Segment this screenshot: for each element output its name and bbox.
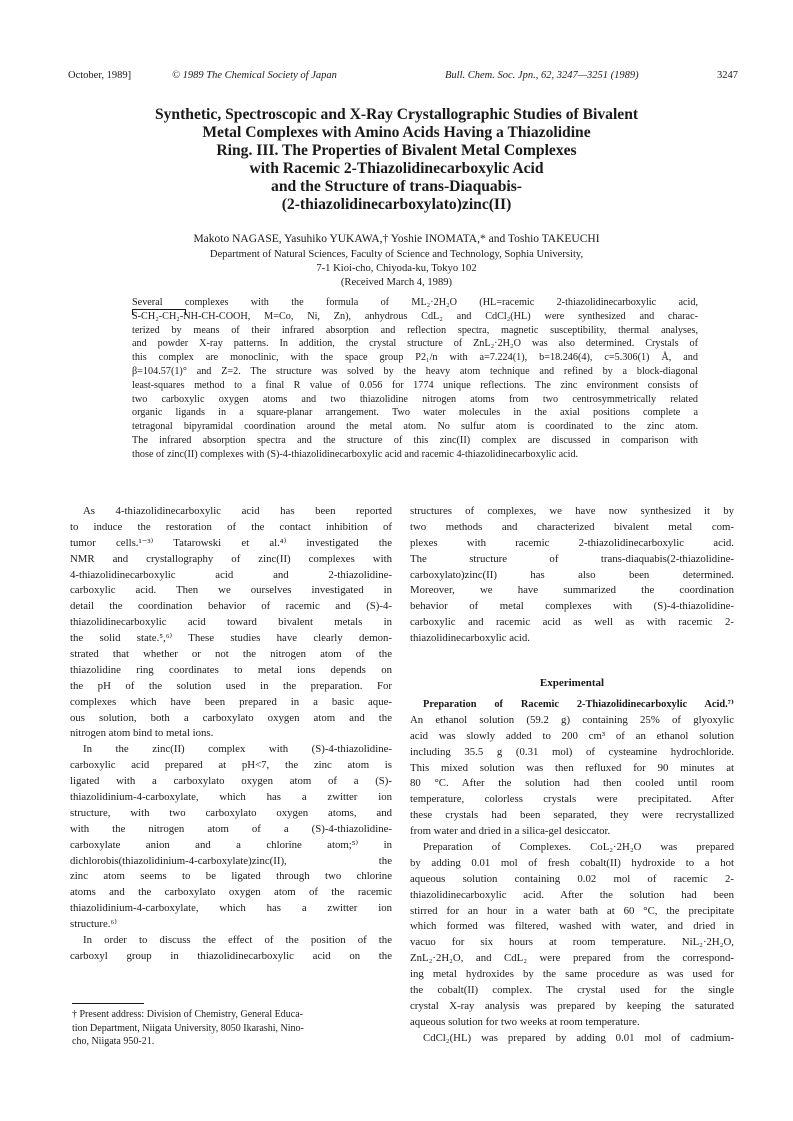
abstract-line: those of zinc(II) complexes with (S)-4-thiazolidinecarboxylic acid and racemic 4-thiazolidinecarboxylic acid. — [132, 448, 579, 460]
body-line: 4-thiazolidinecarboxylic acid and 2-thiazolidine- — [70, 568, 392, 581]
running-head — [68, 70, 738, 86]
subsection-heading: Preparation of Racemic 2-Thiazolidinecarboxylic Acid.⁷⁾ — [423, 699, 734, 710]
running-head-date: October, 1989] — [68, 70, 132, 81]
body-line: Preparation of Complexes. CoL₂·2H₂O was prepared — [423, 841, 734, 854]
body-line: carboxylato)zinc(II) has also been determined. — [410, 568, 734, 581]
body-line: thiazolidinium-4-carboxylate, which has a zwitter ion — [70, 791, 392, 804]
body-line: In order to discuss the effect of the position of the — [83, 934, 392, 947]
body-line: to induce the restoration of the contact inhibition of — [70, 520, 392, 533]
body-line: dichlorobis(thiazolidinium-4-carboxylate)zinc(II), the — [70, 854, 392, 867]
page-number: 3247 — [717, 70, 738, 81]
abstract-line: this complex are monoclinic, with the space group P2₁/n with a=7.224(1), b=18.246(4), c=5.306(1) Å, and — [132, 352, 698, 364]
title-line: Metal Complexes with Amino Acids Having a Thiazolidine — [202, 124, 591, 141]
body-line: Moreover, we have summarized the coordination — [410, 584, 734, 597]
body-line: In the zinc(II) complex with (S)-4-thiazolidine- — [83, 743, 392, 756]
title-line: Synthetic, Spectroscopic and X-Ray Crystallographic Studies of Bivalent — [154, 106, 639, 123]
running-head-copyright: © 1989 The Chemical Society of Japan — [172, 70, 337, 81]
title-line: (2-thiazolidinecarboxylato)zinc(II) — [281, 196, 512, 213]
abstract-line: two carboxylic oxygen atoms and two thiazolidine nitrogen atoms from two centrosymmetrically related — [132, 393, 698, 405]
body-line: This mixed solution was then refluxed for 90 minutes at — [410, 761, 734, 774]
section-heading: Experimental — [539, 677, 605, 689]
body-line: carboxylic and racemic acid as well as with racemic 2- — [410, 616, 734, 629]
body-line: plexes with racemic 2-thiazolidinecarboxylic acid. — [410, 536, 734, 549]
body-line: the pH of the solution used in the preparation. For — [70, 679, 392, 692]
body-line: As 4-thiazolidinecarboxylic acid has been reported — [83, 505, 392, 517]
abstract-line: β=104.57(1)° and Z=2. The structure was solved by the heavy atom technique and refined by a block-diagonal — [132, 365, 698, 377]
affiliation-line: 7-1 Kioi-cho, Chiyoda-ku, Tokyo 102 — [316, 263, 477, 274]
title-line: and the Structure of trans-Diaquabis- — [271, 178, 522, 195]
abstract-formula-text: S-CH₂-CH₂-NH-CH-COOH, M=Co, Ni, Zn), anhydrous CdL₂ and CdCl₂(HL) were synthesized and charac- — [132, 310, 698, 322]
abstract-line: organic ligands in a square-planar arrangement. Two water molecules in the axial positions complete a — [132, 407, 698, 419]
body-line: the solid state.⁵,⁶⁾ These studies have clearly demon- — [70, 632, 392, 645]
body-line: structure, with two carboxylato oxygen atoms, and — [70, 806, 392, 819]
body-line: nitrogen atom bind to metal ions. — [70, 727, 214, 740]
body-line: carboxylic acid. Then we ourselves investigated in — [70, 584, 392, 597]
footnote-line: † Present address: Division of Chemistry, General Educa- — [72, 1009, 303, 1020]
body-line: which formed was filtered, washed with water, and dried in — [410, 920, 734, 933]
body-line: NMR and crystallography of zinc(II) complexes with — [70, 552, 392, 565]
body-line: An ethanol solution (59.2 g) containing 25% of glyoxylic — [410, 713, 734, 726]
body-line: aqueous solution containing 0.02 mol of racemic 2- — [410, 872, 734, 885]
title-line: Ring. III. The Properties of Bivalent Metal Complexes — [216, 142, 577, 159]
body-line: 80 °C. After the solution had then cooled until room — [410, 777, 734, 790]
body-line: The structure of trans-diaquabis(2-thiazolidine- — [410, 552, 734, 565]
abstract-line: Several complexes with the formula of ML₂·2H₂O (HL=racemic 2-thiazolidinecarboxylic acid, — [132, 297, 698, 308]
ring-bond-line — [132, 309, 186, 315]
title-line: with Racemic 2-Thiazolidinecarboxylic Acid — [249, 160, 544, 177]
footnote-line: cho, Niigata 950-21. — [72, 1036, 155, 1047]
body-line: crystal X-ray analysis was prepared by keeping the saturated — [410, 999, 734, 1012]
body-line: tumor cells.¹⁻³⁾ Tatarowski et al.⁴⁾ investigated the — [70, 536, 392, 549]
body-line: these crystals had been separated, they were recrystallized — [410, 809, 734, 822]
body-line: stirred for an hour in a water bath at 60 °C, the precipitate — [410, 904, 734, 917]
body-line: thiazolidinecarboxylic acid toward bivalent metals in — [70, 616, 392, 629]
running-head-journal: Bull. Chem. Soc. Jpn., 62, 3247—3251 (1989) — [445, 70, 639, 81]
footnote-line: tion Department, Niigata University, 8050 Ikarashi, Nino- — [72, 1022, 304, 1034]
body-line: ligated with a carboxylato oxygen atom of a (S)- — [70, 775, 392, 788]
affiliation-line: Department of Natural Sciences, Faculty of Science and Technology, Sophia University, — [209, 249, 584, 260]
paper-title — [60, 106, 733, 214]
body-line: carboxylic acid prepared at pH<7, the zinc atom is — [70, 759, 392, 772]
body-line: aqueous solution for two weeks at room temperature. — [410, 1015, 640, 1028]
body-line: by adding 0.01 mol of fresh cobalt(II) hydroxide to a hot — [410, 856, 734, 869]
body-line: ous solution, both a carboxylato oxygen atom and the — [70, 711, 392, 724]
abstract-line: and powder X-ray patterns. In addition, the crystal structure of ZnL₂·2H₂O was also determined. Crystals of — [132, 338, 698, 350]
body-line: complexes which have been prepared in a basic aque- — [70, 695, 392, 708]
received-date: (Received March 4, 1989) — [340, 277, 453, 288]
body-line: ing metal hydroxides by the same procedure as was used for — [410, 968, 734, 981]
footnote — [72, 1008, 392, 1049]
body-line: zinc atom seems to be ligated through two chlorine — [70, 870, 392, 883]
abstract-line — [132, 310, 698, 324]
body-line: carboxyl group in thiazolidinecarboxylic acid on the — [70, 949, 392, 962]
abstract-line: terized by means of their infrared absorption and reflection spectra, magnetic susceptibility, thermal analyses, — [132, 324, 698, 336]
experimental-section — [410, 697, 734, 1047]
abstract-line: The infrared absorption spectra and the structure of this zinc(II) complex are discussed in comparison with — [132, 434, 698, 446]
body-line: carboxylate anion and a chlorine atom;⁵⁾ in — [70, 838, 392, 851]
body-line: atoms and the carboxylato oxygen atom of the racemic — [70, 886, 392, 899]
abstract-line: tetragonal bipyramidal coordination around the metal atom. No sulfur atom is coordinated to the zinc atom. — [132, 421, 698, 433]
left-column — [70, 504, 392, 965]
body-line: vacuo for six hours at room temperature. NiL₂·2H₂O, — [410, 936, 734, 949]
body-line: thiazolidinecarboxylic acid. After the solution had been — [410, 888, 734, 901]
body-line: with the nitrogen atom of a (S)-4-thiazolidine- — [70, 822, 392, 835]
body-line: thiazolidinium-4-carboxylate, which has a zwitter ion — [70, 902, 392, 915]
body-line: behavior of metal complexes with (S)-4-thiazolidine- — [410, 600, 734, 613]
abstract-line: least-squares method to a final R value of 0.056 for 1774 unique reflections. The zinc environment consists of — [132, 379, 698, 391]
body-line: the cobalt(II) complex. The crystal used for the single — [410, 984, 734, 997]
body-line: thiazolidine ring coordinates to metal ions depends on — [70, 663, 392, 676]
body-line: thiazolidinecarboxylic acid. — [410, 632, 530, 645]
body-line: from water and dried in a silica-gel desiccator. — [410, 825, 611, 838]
body-line: temperature, colorless crystals were precipitated. After — [410, 793, 734, 806]
body-line: ZnL₂·2H₂O, and CdL₂ were prepared from the correspond- — [410, 952, 734, 965]
body-line: detail the coordination behavior of racemic and (S)-4- — [70, 600, 392, 613]
body-line: acid was slowly added to 200 cm³ of an ethanol solution — [410, 729, 734, 742]
body-line: strated that whether or not the nitrogen atom of the — [70, 648, 392, 661]
body-line: two methods and characterized bivalent metal com- — [410, 520, 734, 533]
body-line: including 35.5 g (0.31 mol) of cysteamine hydrochloride. — [410, 745, 734, 758]
body-line: structure.⁶⁾ — [70, 918, 117, 931]
abstract — [132, 296, 698, 462]
footnote-rule — [72, 1003, 144, 1004]
body-line: structures of complexes, we have now synthesized it by — [410, 505, 734, 517]
right-column-intro — [410, 504, 734, 647]
author-list: Makoto NAGASE, Yasuhiko YUKAWA,† Yoshie INOMATA,* and Toshio TAKEUCHI — [193, 233, 600, 245]
body-line: CdCl₂(HL) was prepared by adding 0.01 mol of cadmium- — [423, 1031, 734, 1044]
